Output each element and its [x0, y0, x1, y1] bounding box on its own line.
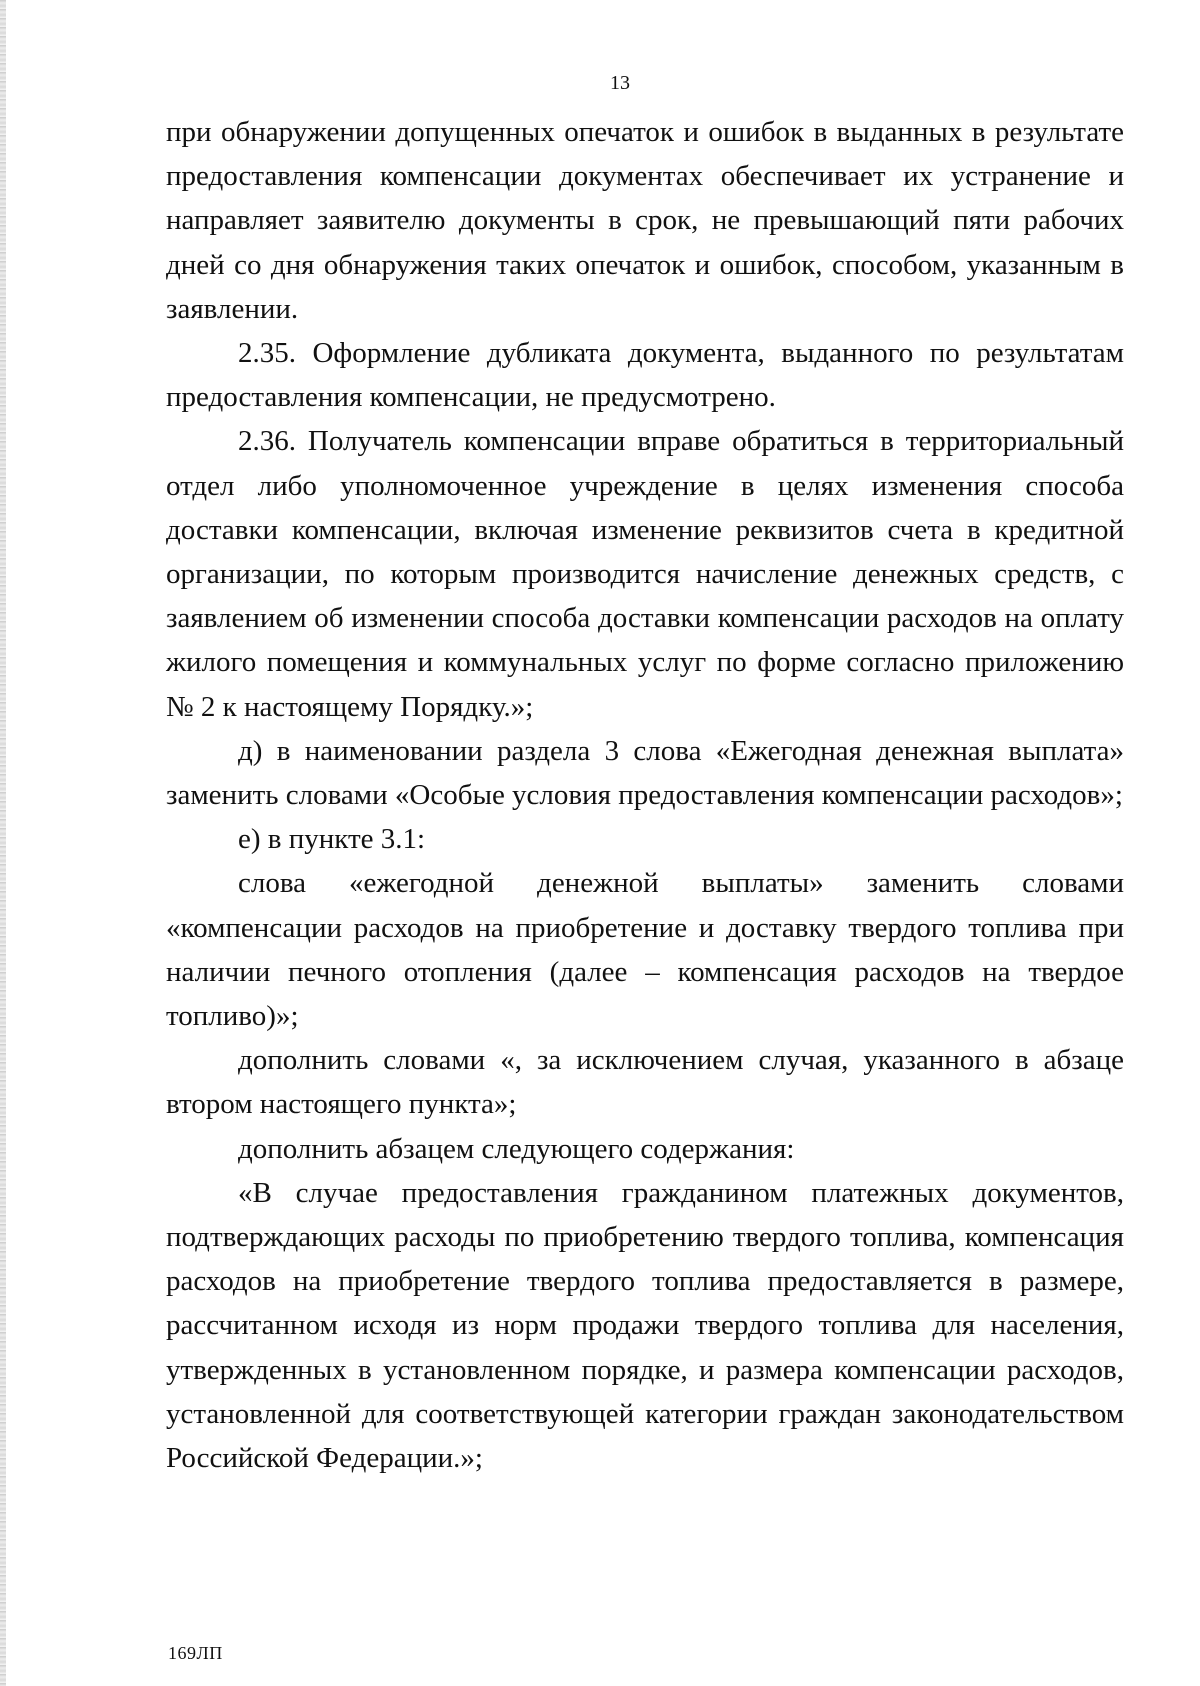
paragraph-continuation: при обнаружении допущенных опечаток и ошибок в выданных в результате предоставления компенсации документах обеспечивает их устранение и направляет заявителю документы в срок, не превышающий пяти рабочих дней со дня обнаружения таких опечаток и ошибок, способом, указанным в заявлении. — [166, 116, 1124, 325]
paragraph-2-35: 2.35. Оформление дубликата документа, выданного по результатам предоставления компенсации, не предусмотрено. — [166, 337, 1124, 414]
paragraph-add-words: дополнить словами «, за исключением случая, указанного в абзаце втором настоящего пункта»; — [166, 1044, 1124, 1121]
paragraph-add-abzac: дополнить абзацем следующего содержания: — [238, 1132, 795, 1165]
paragraph-quoted-abzac: «В случае предоставления гражданином платежных документов, подтверждающих расходы по приобретению твердого топлива, компенсация расходов на приобретение твердого топлива предоставляется в размере, рассчитанном исходя из норм продажи твердого топлива для населения, утвержденных в установленном порядке, и размера компенсации расходов, установленной для соответствующей категории граждан законодательством Российской Федерации.»; — [166, 1176, 1124, 1475]
paragraph-item-e: е) в пункте 3.1: — [238, 823, 426, 856]
footer-code: 169ЛП — [168, 1643, 223, 1663]
paragraph-item-d: д) в наименовании раздела 3 слова «Ежегодная денежная выплата» заменить словами «Особые условия предоставления компенсации расходов»; — [166, 734, 1124, 812]
scan-edge — [0, 0, 6, 1686]
paragraph-2-36: 2.36. Получатель компенсации вправе обратиться в территориальный отдел либо уполномоченное учреждение в целях изменения способа доставки компенсации, включая изменение реквизитов счета в кредитной организации, по которым производится начисление денежных средств, с заявлением об изменении способа доставки компенсации расходов на оплату жилого помещения и коммунальных услуг по форме согласно приложению № 2 к настоящему Порядку.»; — [166, 425, 1124, 723]
document-body — [166, 110, 1124, 1480]
page-number: 13 — [610, 72, 630, 94]
paragraph-replace-words: слова «ежегодной денежной выплаты» заменить словами «компенсации расходов на приобретение и доставку твердого топлива при наличии печного отопления (далее – компенсация расходов на твердое топливо)»; — [166, 867, 1124, 1033]
